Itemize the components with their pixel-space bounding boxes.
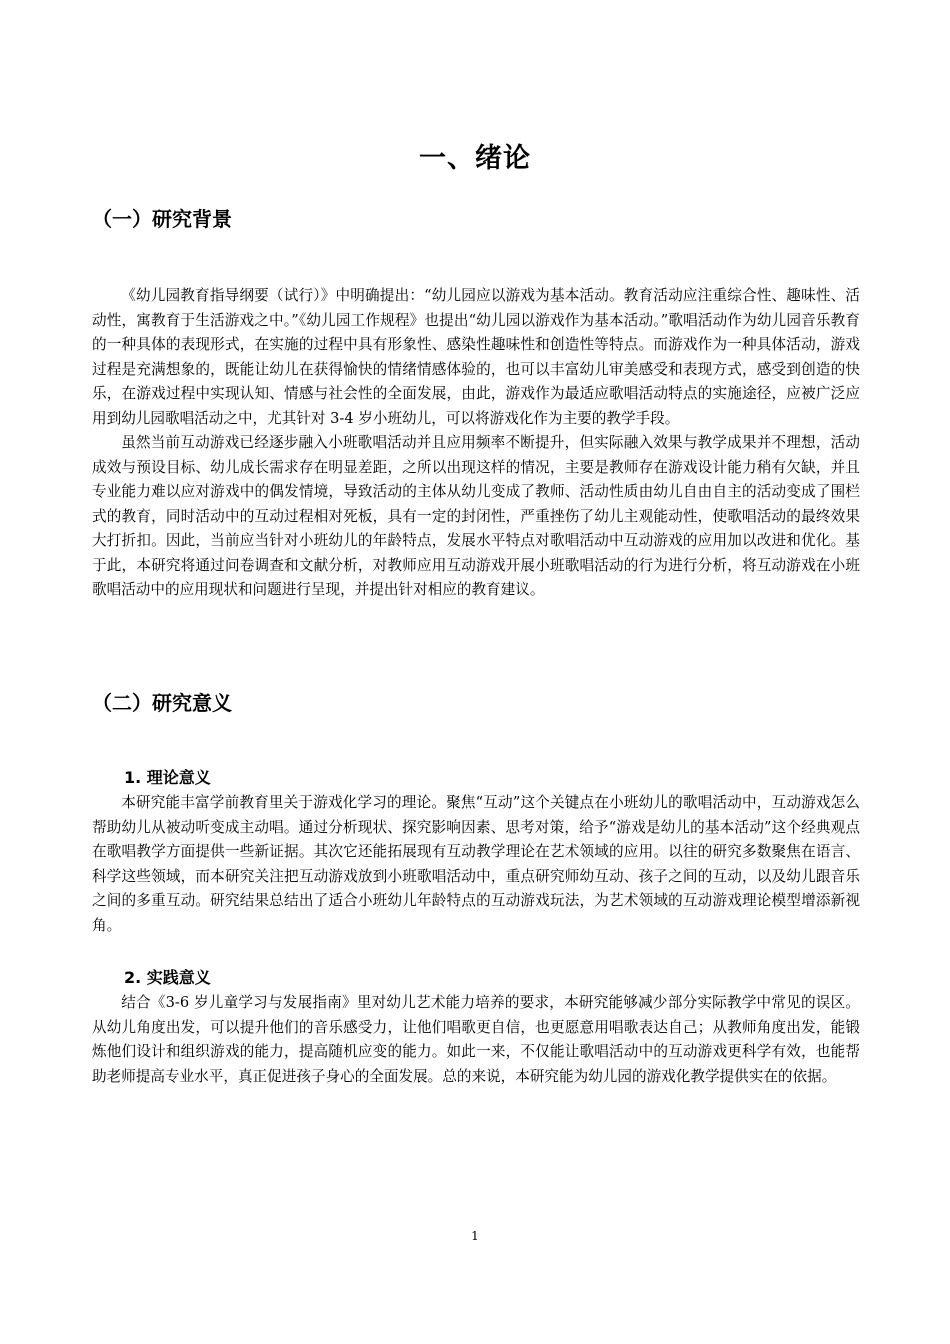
body-paragraph: 虽然当前互动游戏已经逐步融入小班歌唱活动并且应用频率不断提升，但实际融入效果与教学成果并不理想，活动成效与预设目标、幼儿成长需求存在明显差距，之所以出现这样的情况，主要是教师存在游戏设计能力稍有欠缺，并且专业能力难以应对游戏中的偶发情境，导致活动的主体从幼儿变成了教师、活动性质由幼儿自由自主的活动变成了围栏式的教育，同时活动中的互动过程相对死板，具有一定的封闭性，严重挫伤了幼儿主观能动性，使歌唱活动的最终效果大打折扣。因此，当前应当针对小班幼儿的年龄特点，发展水平特点对歌唱活动中互动游戏的应用加以改进和优化。基于此，本研究将通过问卷调查和文献分析，对教师应用互动游戏开展小班歌唱活动的行为进行分析，将互动游戏在小班歌唱活动中的应用现状和问题进行呈现，并提出针对相应的教育建议。 (92, 434, 860, 598)
section-body-background (92, 284, 860, 603)
subsection-heading-theory: 1. 理论意义 (124, 768, 211, 787)
page-number: 1 (471, 1229, 479, 1243)
chapter-title: 一、绪论 (419, 143, 531, 174)
section-heading-background: （一）研究背景 (92, 207, 232, 231)
subsection-body-theory (92, 791, 860, 938)
body-paragraph: 结合《3-6 岁儿童学习与发展指南》里对幼儿艺术能力培养的要求，本研究能够减少部分实际教学中常见的误区。从幼儿角度出发，可以提升他们的音乐感受力，让他们唱歌更自信，也更愿意用唱歌表达自己；从教师角度出发，能锻炼他们设计和组织游戏的能力，提高随机应变的能力。如此一来，不仅能让歌唱活动中的互动游戏更科学有效，也能帮助老师提高专业水平，真正促进孩子身心的全面发展。总的来说，本研究能为幼儿园的游戏化教学提供实在的依据。 (92, 994, 860, 1085)
subsection-body-practice (92, 991, 860, 1089)
section-heading-significance: （二）研究意义 (92, 691, 232, 715)
subsection-heading-practice: 2. 实践意义 (124, 968, 211, 987)
body-paragraph: 《幼儿园教育指导纲要（试行）》中明确提出：“幼儿园应以游戏为基本活动。教育活动应注重综合性、趣味性、活动性，寓教育于生活游戏之中。”《幼儿园工作规程》也提出“幼儿园以游戏作为基本活动。”歌唱活动作为幼儿园音乐教育的一种具体的表现形式，在实施的过程中具有形象性、感染性趣味性和创造性等特点。而游戏作为一种具体活动，游戏过程是充满想象的，既能让幼儿在获得愉快的情绪情感体验的，也可以丰富幼儿审美感受和表现方式，感受到创造的快乐，在游戏过程中实现认知、情感与社会性的全面发展，由此，游戏作为最适应歌唱活动特点的实施途径，应被广泛应用到幼儿园歌唱活动之中，尤其针对 3-4 岁小班幼儿，可以将游戏化作为主要的教学手段。 (92, 287, 860, 427)
body-paragraph: 本研究能丰富学前教育里关于游戏化学习的理论。聚焦“互动”这个关键点在小班幼儿的歌唱活动中，互动游戏怎么帮助幼儿从被动听变成主动唱。通过分析现状、探究影响因素、思考对策，给予“游戏是幼儿的基本活动”这个经典观点在歌唱教学方面提供一些新证据。其次它还能拓展现有互动教学理论在艺术领域的应用。以往的研究多数聚焦在语言、科学这些领域，而本研究关注把互动游戏放到小班歌唱活动中，重点研究师幼互动、孩子之间的互动，以及幼儿跟音乐之间的多重互动。研究结果总结出了适合小班幼儿年龄特点的互动游戏玩法，为艺术领域的互动游戏理论模型增添新视角。 (92, 794, 860, 934)
